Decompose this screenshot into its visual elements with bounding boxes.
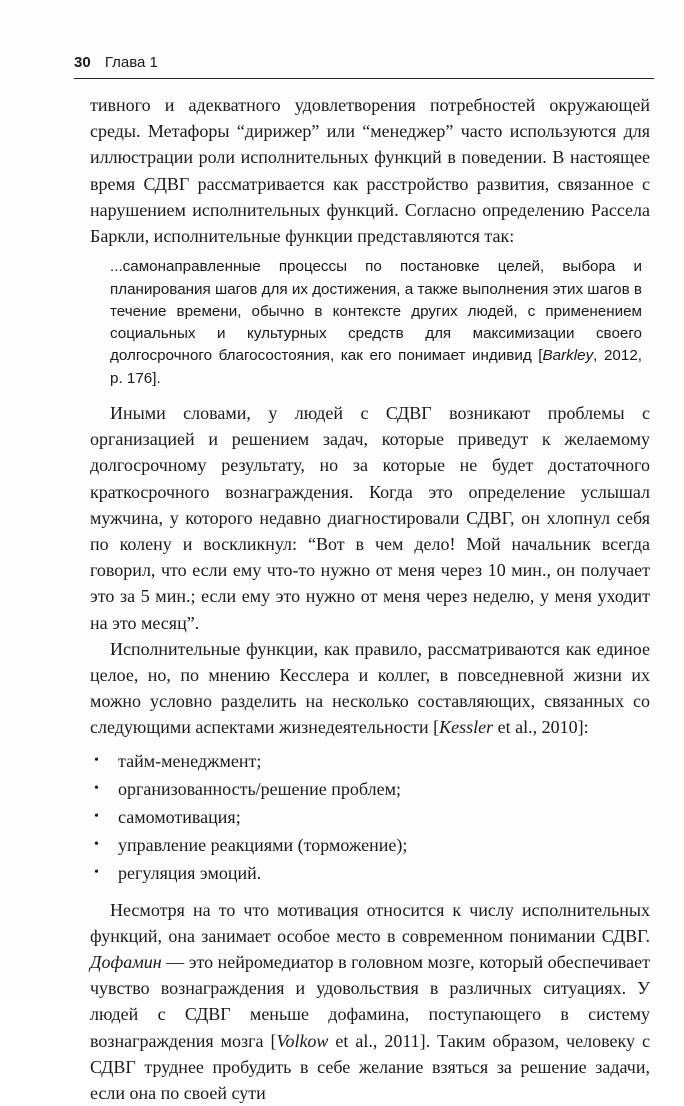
list-item-text: регуляция эмоций. xyxy=(118,862,262,883)
page-number: 30 xyxy=(74,54,91,71)
paragraph-motivation xyxy=(90,897,650,1106)
list-item-text: самомотивация; xyxy=(118,806,241,827)
bullet-icon: • xyxy=(94,836,99,852)
paragraph-text: — это нейромедиатор в головном мозге, который обеспечивает чувство вознаграждения и удовольствия в различных ситуациях. У людей с СДВГ меньше дофамина, поступающего в систему вознаграждения мозга [ xyxy=(90,952,650,1051)
paragraph-text: et al., 2011]. Таким образом, человеку с СДВГ труднее пробудить в себе желание взяться за решение задачи, если она по своей сути xyxy=(90,1030,650,1104)
term-dopamine: Дофамин xyxy=(90,952,162,973)
paragraph-text: Несмотря на то что мотивация относится к числу исполнительных функций, она занимает особое место в современном понимании СДВГ. xyxy=(90,899,650,946)
citation-author: Barkley xyxy=(542,347,594,365)
page-body xyxy=(90,92,650,1106)
running-header xyxy=(74,52,654,79)
paragraph-explanation: Иными словами, у людей с СДВГ возникают проблемы с организацией и решением задач, которые приведут к желаемому долгосрочному результату, но за которые не будет достаточного краткосрочного вознаграждения. Когда это определение услышал мужчина, у которого недавно диагностировали СДВГ, он хлопнул себя по колену и воскликнул: “Вот в чем дело! Мой начальник всегда говорил, что если ему что-то нужно от меня через 10 мин., он получает это за 5 мин.; если ему это нужно от меня через неделю, у меня уходит на это месяц”. xyxy=(90,403,650,633)
list-item-text: управление реакциями (торможение); xyxy=(118,834,408,855)
quote-text: ...самонаправленные процессы по постановке целей, выбора и планирования шагов для их достижения, а также выполнения этих шагов в течение времени, обычно в контексте других людей, с применением социальных и культурных средств для максимизации своего долгосрочного благосостояния, как его понимает индивид [ xyxy=(110,258,642,365)
list-item xyxy=(90,747,650,775)
citation-details: et al., 2010]: xyxy=(493,717,589,738)
paragraph-text: Исполнительные функции, как правило, рассматриваются как единое целое, но, по мнению Кесслера и коллег, в повседневной жизни их можно условно разделить на несколько составляющих, связанных со следующими аспектами жизнедеятельности [ xyxy=(90,638,650,738)
chapter-title: Глава 1 xyxy=(104,54,158,71)
list-item xyxy=(90,803,650,831)
list-item-text: организованность/решение проблем; xyxy=(118,778,401,799)
bullet-icon: • xyxy=(94,864,99,880)
bullet-icon: • xyxy=(94,808,99,824)
citation-details: , 2012, p. 176]. xyxy=(110,347,642,387)
list-item-text: тайм-менеджмент; xyxy=(118,750,262,771)
citation-author: Volkow xyxy=(276,1030,329,1051)
list-item xyxy=(90,831,650,859)
bullet-list xyxy=(90,747,650,887)
list-item xyxy=(90,859,650,887)
bullet-icon: • xyxy=(94,752,99,768)
paragraph-continued: тивного и адекватного удовлетворения потребностей окружающей среды. Метафоры “дирижер” или “менеджер” часто используются для иллюстрации роли исполнительных функций в поведении. В настоящее время СДВГ рассматривается как расстройство развития, связанное с нарушением исполнительных функций. Согласно определению Рассела Баркли, исполнительные функции представляются так: xyxy=(90,95,650,247)
bullet-icon: • xyxy=(94,780,99,796)
list-item xyxy=(90,775,650,803)
paragraph-components xyxy=(90,636,650,741)
block-quote xyxy=(110,256,642,390)
citation-author: Kessler xyxy=(439,717,494,738)
